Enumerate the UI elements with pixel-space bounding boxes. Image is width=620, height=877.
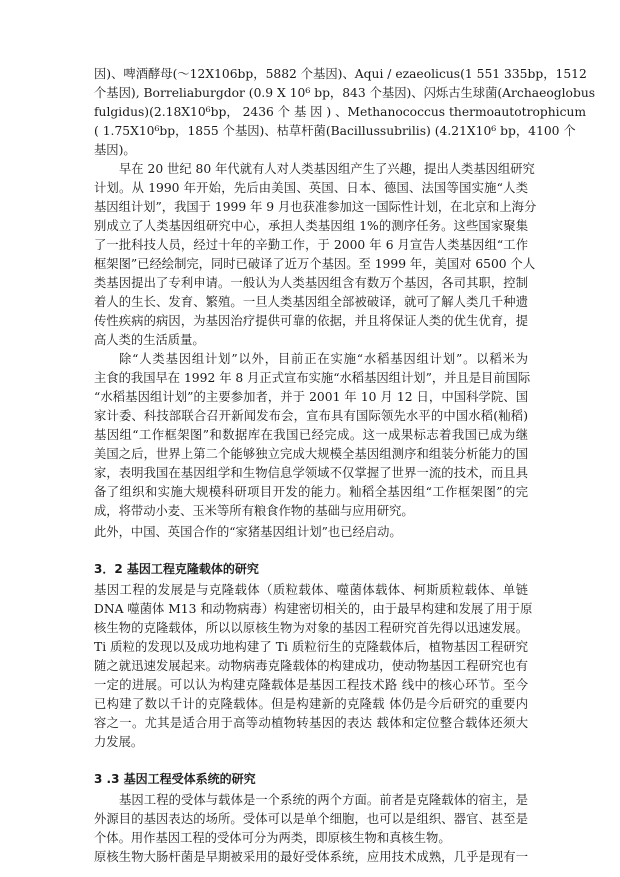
text-line: 基因工程的发展是与克隆载体（质粒载体、噬菌体载体、柯斯质粒载体、单链 — [94, 583, 528, 597]
text-line: DNA 噬菌体 M13 和动物病毒）构建密切相关的，由于最早构建和发展了用于原 — [94, 602, 533, 616]
text-line: 原核生物大肠杆菌是早期被采用的最好受体系统，应用技术成熟，几乎是现有一 — [94, 850, 528, 864]
section-heading: 3．2 基因工程克隆载体的研究 — [94, 562, 259, 576]
text-line: “水稻基因组计划”的主要参加者，并于 2001 年 10 月 12 日，中国科学院、国 — [94, 390, 528, 404]
text-line: 已构建了数以千计的克隆载体。但是构建新的克隆载 体仍是今后研究的重要内 — [94, 697, 528, 711]
text-line: 美国之后，世界上第二个能够独立完成大规模全基因组测序和组装分析能力的国 — [94, 447, 528, 461]
text-line: 个体。用作基因工程的受体可分为两类，即原核生物和真核生物。 — [94, 831, 451, 845]
text-line: 主食的我国早在 1992 年 8 月正式宣布实施“水稻基因组计划”，并且是目前国际 — [94, 371, 531, 385]
text-line: 类基因提出了专利申请。一般认为人类基因组含有数万个基因，各司其职，控制 — [94, 276, 528, 290]
text-line: 随之就迅速发展起来。动物病毒克隆载体的构建成功，使动物基因工程研究也有 — [94, 659, 528, 673]
text-line: 备了组织和实施大规模科研项目开发的能力。籼稻全基因组“工作框架图”的完 — [94, 485, 528, 499]
paragraph-first-line: 早在 20 世纪 80 年代就有人对人类基因组产生了兴趣，提出人类基因组研究 — [119, 162, 535, 176]
text-line: 基因)。 — [94, 143, 136, 157]
text-line: 因)、啤酒酵母(～12X106bp，5882 个基因)、Aqui / ezaeolicus(1 551 335bp，1512 — [94, 67, 587, 81]
text-line: 着人的生长、发育、繁殖。一旦人类基因组全部被破译，就可了解人类几千种遗 — [94, 295, 528, 309]
text-line: 外源目的基因表达的场所。受体可以是单个细胞，也可以是组织、器官、甚至是 — [94, 812, 528, 826]
paragraph-first-line: 除“人类基因组计划”以外，目前正在实施“水稻基因组计划”。以稻米为 — [119, 352, 528, 366]
text-line: 了一批科技人员，经过十年的辛勤工作，于 2000 年 6 月宣告人类基因组“工作 — [94, 238, 528, 252]
text-line: 此外，中国、英国合作的“家猪基因组计划”也已经启动。 — [94, 525, 402, 539]
text-line: 核生物的克隆载体，所以以原核生物为对象的基因工程研究首先得以迅速发展。 — [94, 621, 528, 635]
text-line: 基因组“工作框架图”和数据库在我国已经完成。这一成果标志着我国已成为继 — [94, 428, 528, 442]
text-line: 个基因), Borreliaburgdor (0.9 X 10⁶ bp，843 个基因)、闪烁古生球菌(Archaeoglobus — [94, 86, 596, 100]
text-line: 容之一。尤其是适合用于高等动植物转基因的表达 载体和定位整合载体还须大 — [94, 716, 528, 730]
text-line: 家，表明我国在基因组学和生物信息学领域不仅掌握了世界一流的技术，而且具 — [94, 466, 528, 480]
text-line: 传性疾病的病因，为基因治疗提供可靠的依据，并且将保证人类的优生优育，提 — [94, 314, 528, 328]
text-line: 力发展。 — [94, 735, 144, 749]
text-line: Ti 质粒的发现以及成功地构建了 Ti 质粒衍生的克隆载体后，植物基因工程研究 — [94, 640, 528, 654]
text-line: 家计委、科技部联合召开新闻发布会，宣布具有国际领先水平的中国水稻(籼稻) — [94, 409, 528, 423]
text-line: 成，将带动小麦、玉米等所有粮食作物的基础与应用研究。 — [94, 504, 414, 518]
text-line: 计划。从 1990 年开始，先后由美国、英国、日本、德国、法国等国实施“人类 — [94, 181, 528, 195]
section-heading: 3 .3 基因工程受体系统的研究 — [94, 772, 256, 786]
text-line: 一定的进展。可以认为构建克隆载体是基因工程技术路 线中的核心环节。至今 — [94, 678, 528, 692]
text-line: 高人类的生活质量。 — [94, 333, 205, 347]
text-line: 别成立了人类基因组研究中心，承担人类基因组 1%的测序任务。这些国家聚集 — [94, 219, 528, 233]
text-line: 基因组计划”，我国于 1999 年 9 月也获准参加这一国际性计划，在北京和上海分 — [94, 200, 537, 214]
paragraph-first-line: 基因工程的受体与载体是一个系统的两个方面。前者是克隆载体的宿主，是 — [119, 793, 528, 807]
text-line: 框架图”已经绘制完，同时已破译了近万个基因。至 1999 年，美国对 6500 个人 — [94, 257, 536, 271]
text-line: ( 1.75X10⁶bp，1855 个基因)、枯草杆菌(Bacillussubrilis) (4.21X10⁶ bp，4100 个 — [94, 124, 576, 138]
text-line: fulgidus)(2.18X10⁶bp， 2436 个 基 因 ) 、Methanococcus thermoautotrophicum — [94, 105, 587, 119]
